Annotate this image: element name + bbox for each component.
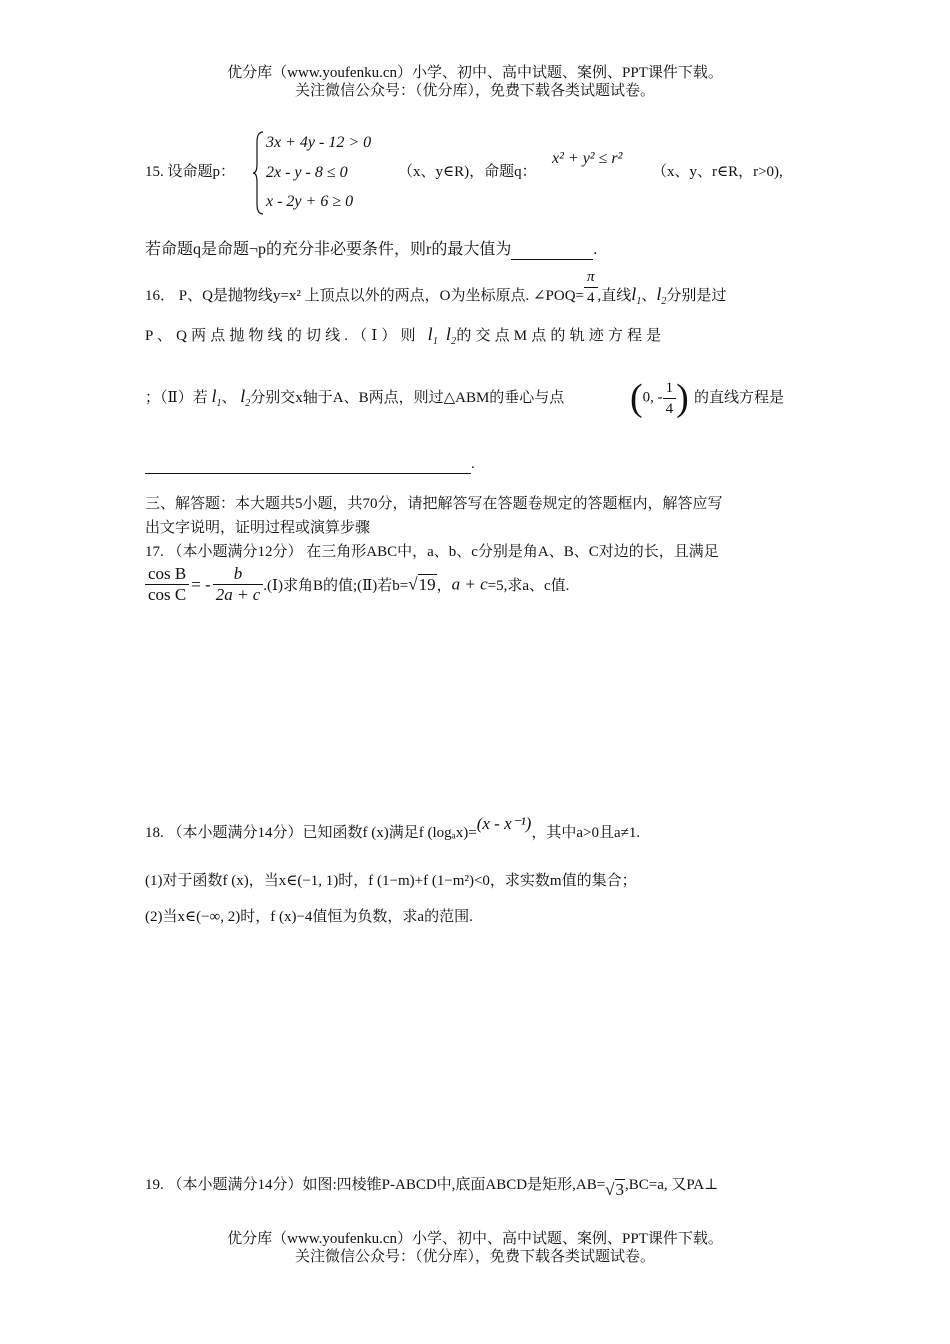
answer-blank[interactable] [511, 241, 593, 260]
cos-fraction [145, 564, 189, 605]
b-fraction [213, 564, 264, 605]
q18-text-end: ，其中a>0且a≠1. [531, 825, 641, 841]
fraction-denominator: cos C [148, 585, 187, 604]
q16-text-a: 16． P、Q是抛物线y=x² 上顶点以外的两点，O为坐标原点. ∠POQ= [145, 288, 585, 304]
header-line-2: 关注微信公众号：（优分库），免费下载各类试题试卷。 [294, 83, 655, 99]
line-l1: $l_1$ [211, 386, 222, 409]
fraction-numerator: cos B [145, 564, 189, 585]
sqrt-value: 3 [615, 1180, 624, 1199]
q16-period: . [471, 456, 475, 472]
angle-fraction [584, 267, 598, 308]
q18-line-2: (1)对于函数f (x)，当x∈(−1, 1)时，f (1−m)+f (1−m²)<0，求实数m值的集合； [145, 873, 637, 889]
q15-domain: （x、y∈R)，命题q： [398, 164, 537, 180]
footer-line-2: 关注微信公众号：（优分库），免费下载各类试题试卷。 [294, 1249, 655, 1265]
q16-text-e: P 、 Q 两 点 抛 物 线 的 切 线 . （ Ⅰ ） 则 [145, 328, 416, 344]
point-x: 0, - [642, 389, 663, 406]
function-expression: (x - x⁻¹) [476, 814, 532, 833]
q18-line-3: (2)当x∈(−∞, 2)时，f (x)−4值恒为负数，求a的范围. [145, 909, 473, 925]
header-line-1: 优分库（www.youfenku.cn）小学、初中、高中试题、案例、PPT课件下载。 [227, 65, 723, 81]
q17-text-3: =5,求a、c值. [487, 578, 570, 594]
q16-sep: 、 [221, 390, 237, 406]
sqrt-icon: √ [605, 1180, 615, 1199]
q15-system-line-3: x - 2y + 6 ≥ 0 [266, 193, 354, 210]
q17-text-1: .(Ⅰ)求角B的值;(Ⅱ)若b= [263, 578, 409, 594]
q16-answer-line [145, 456, 475, 474]
line-l2: $l_2$ [656, 284, 667, 307]
q16-line-2 [145, 324, 661, 347]
q15-system-line-2: 2x - y - 8 ≤ 0 [266, 164, 348, 181]
q15-question-text: 若命题q是命题¬p的充分非必要条件，则r的最大值为 [145, 241, 512, 258]
q16-line-3 [145, 386, 564, 409]
line-l2: $l_2$ [240, 386, 251, 409]
fraction-numerator: b [213, 564, 264, 585]
section-3-line-1: 三、解答题：本大题共5小题，共70分，请把解答写在答题卷规定的答题框内，解答应写 [145, 496, 723, 512]
fraction-denominator: 2a + c [215, 585, 261, 604]
q18-line-1 [145, 814, 640, 842]
q16-text-j: 的直线方程是 [694, 390, 785, 406]
section-3-line-2: 出文字说明，证明过程或演算步骤 [145, 520, 371, 536]
line-l2: $l_2$ [445, 324, 457, 347]
q16-text-d: 分别是过 [666, 288, 727, 304]
q15-label: 15. 设命题p： [145, 164, 236, 180]
answer-blank[interactable] [145, 456, 471, 474]
q17-text-2: ， [436, 578, 452, 594]
point-y-fraction [663, 378, 677, 419]
paren-right-icon: ) [676, 377, 689, 419]
q16-text-i: 分别交x轴于A、B两点，则过△ABM的垂心与点 [250, 390, 565, 406]
line-l1: $l_1$ [631, 284, 642, 307]
sum-expression: a + c [451, 574, 488, 594]
q17-equation [145, 564, 569, 605]
q15-inequality: x² + y² ≤ r² [552, 150, 623, 167]
q16-text-b: ,直线 [597, 288, 632, 304]
q19-text: 19. （本小题满分14分）如图:四棱锥P-ABCD中,底面ABCD是矩形,AB= [145, 1177, 606, 1193]
q16-text-f: 的 交 点 M 点 的 轨 迹 方 程 是 [456, 328, 662, 344]
q17-line-1: 17. （本小题满分12分） 在三角形ABC中，a、b、c分别是角A、B、C对边的长，且满足 [145, 544, 719, 560]
q16-line-1 [145, 269, 727, 308]
q15-system-line-1: 3x + 4y - 12 > 0 [266, 134, 372, 151]
sqrt-value: 19 [418, 574, 436, 594]
fraction-denominator: 4 [665, 400, 674, 417]
q19-text-end: ,BC=a, 又PA⊥ [625, 1177, 719, 1193]
q18-text: 18. （本小题满分14分）已知函数f (x)满足f (logₐx)= [145, 825, 477, 841]
q16-sep: 、 [641, 288, 657, 304]
q15-period: . [593, 241, 598, 258]
paren-left-icon: ( [630, 377, 643, 419]
q15-condition: （x、y、r∈R，r>0), [652, 164, 783, 180]
fraction-numerator: π [584, 267, 598, 288]
fraction-denominator: 4 [587, 290, 595, 307]
fraction-numerator: 1 [663, 378, 677, 399]
line-l1: $l_1$ [427, 324, 439, 347]
equals-minus: = - [191, 574, 211, 594]
q15-line-2 [145, 236, 597, 260]
footer-line-1: 优分库（www.youfenku.cn）小学、初中、高中试题、案例、PPT课件下载。 [227, 1231, 723, 1247]
q19-line-1 [145, 1173, 718, 1200]
q16-text-g: ；（Ⅱ）若 [145, 390, 208, 406]
brace-icon [253, 130, 265, 216]
point-coordinates [630, 376, 689, 420]
sqrt-icon: √ [408, 574, 418, 594]
